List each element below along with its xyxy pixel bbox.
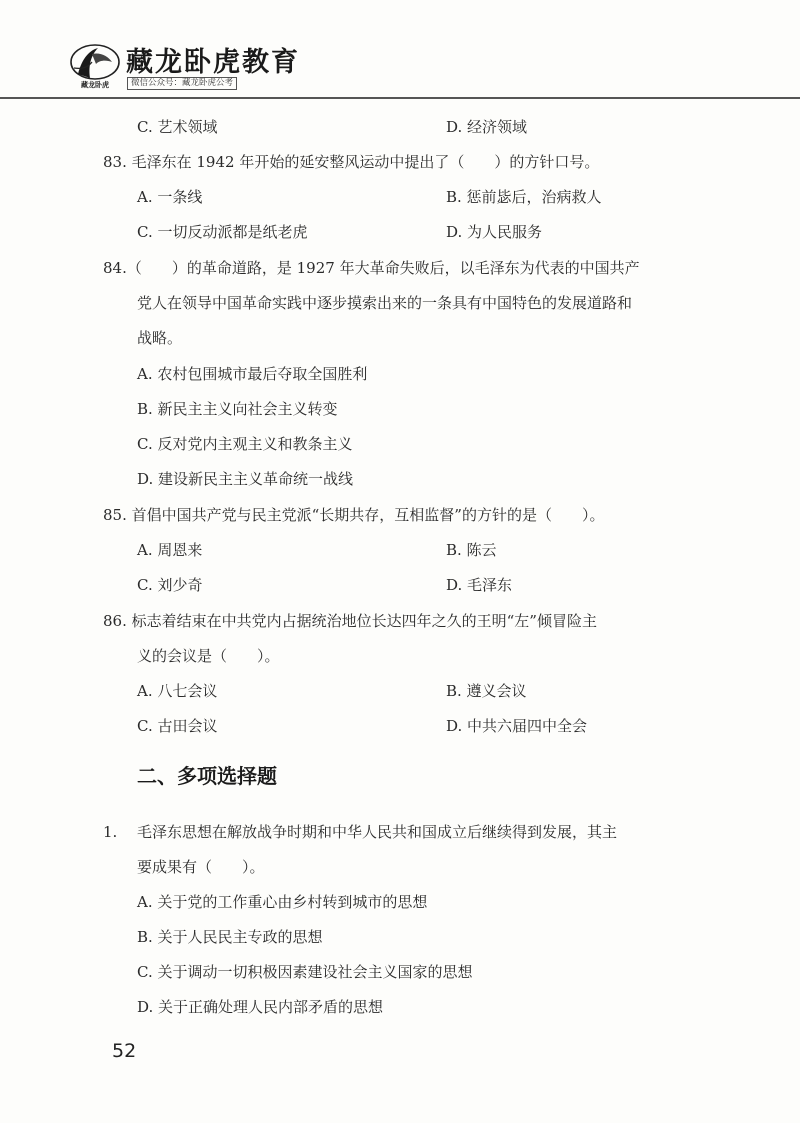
logo-caption: 藏龙卧虎 bbox=[81, 81, 109, 89]
q83-option-a: A. 一条线 bbox=[137, 188, 203, 206]
q86-stem-line-1: 86. 标志着结束在中共党内占据统治地位长达四年之久的王明“左”倾冒险主 bbox=[103, 612, 597, 630]
q85-stem: 85. 首倡中国共产党与民主党派“长期共存，互相监督”的方针的是（ ）。 bbox=[103, 506, 605, 524]
q85-option-b: B. 陈云 bbox=[446, 541, 497, 559]
brand-logo bbox=[68, 40, 122, 94]
page-header bbox=[0, 0, 800, 100]
header-divider bbox=[0, 97, 800, 99]
mq1-stem-line-1: 毛泽东思想在解放战争时期和中华人民共和国成立后继续得到发展，其主 bbox=[137, 823, 618, 841]
q84-stem-line-1: 84.（ ）的革命道路，是 1927 年大革命失败后，以毛泽东为代表的中国共产 bbox=[103, 259, 640, 277]
section-title: 二、多项选择题 bbox=[137, 764, 277, 788]
brand-title: 藏龙卧虎教育 bbox=[126, 47, 300, 78]
page-number: 52 bbox=[112, 1040, 137, 1062]
q83-option-c: C. 一切反动派都是纸老虎 bbox=[137, 223, 308, 241]
q85-option-c: C. 刘少奇 bbox=[137, 576, 203, 594]
mq1-option-c: C. 关于调动一切积极因素建设社会主义国家的思想 bbox=[137, 963, 473, 981]
q85-option-a: A. 周恩来 bbox=[137, 541, 203, 559]
brand-subtitle: 微信公众号：藏龙卧虎公考 bbox=[127, 77, 237, 90]
q84-stem-line-3: 战略。 bbox=[137, 329, 183, 347]
q84-stem-line-2: 党人在领导中国革命实践中逐步摸索出来的一条具有中国特色的发展道路和 bbox=[137, 294, 633, 312]
q83-stem: 83. 毛泽东在 1942 年开始的延安整风运动中提出了（ ）的方针口号。 bbox=[103, 153, 600, 171]
mq1-stem-line-2: 要成果有（ ）。 bbox=[137, 858, 265, 876]
q84-option-c: C. 反对党内主观主义和教条主义 bbox=[137, 435, 353, 453]
q86-stem-line-2: 义的会议是（ ）。 bbox=[137, 647, 280, 665]
q86-option-d: D. 中共六届四中全会 bbox=[446, 717, 588, 735]
q85-option-d: D. 毛泽东 bbox=[446, 576, 513, 594]
q82-option-c: C. 艺术领域 bbox=[137, 118, 218, 136]
q83-option-b: B. 惩前毖后，治病救人 bbox=[446, 188, 602, 206]
q84-option-a: A. 农村包围城市最后夺取全国胜利 bbox=[137, 365, 368, 383]
q84-option-b: B. 新民主主义向社会主义转变 bbox=[137, 400, 338, 418]
q86-option-c: C. 古田会议 bbox=[137, 717, 218, 735]
q84-option-d: D. 建设新民主主义革命统一战线 bbox=[137, 470, 354, 488]
q82-option-d: D. 经济领域 bbox=[446, 118, 528, 136]
q86-option-a: A. 八七会议 bbox=[137, 682, 218, 700]
mq1-number: 1. bbox=[103, 823, 118, 841]
mq1-option-d: D. 关于正确处理人民内部矛盾的思想 bbox=[137, 998, 384, 1016]
mq1-option-a: A. 关于党的工作重心由乡村转到城市的思想 bbox=[137, 893, 428, 911]
mq1-option-b: B. 关于人民民主专政的思想 bbox=[137, 928, 323, 946]
q86-option-b: B. 遵义会议 bbox=[446, 682, 527, 700]
q83-option-d: D. 为人民服务 bbox=[446, 223, 543, 241]
